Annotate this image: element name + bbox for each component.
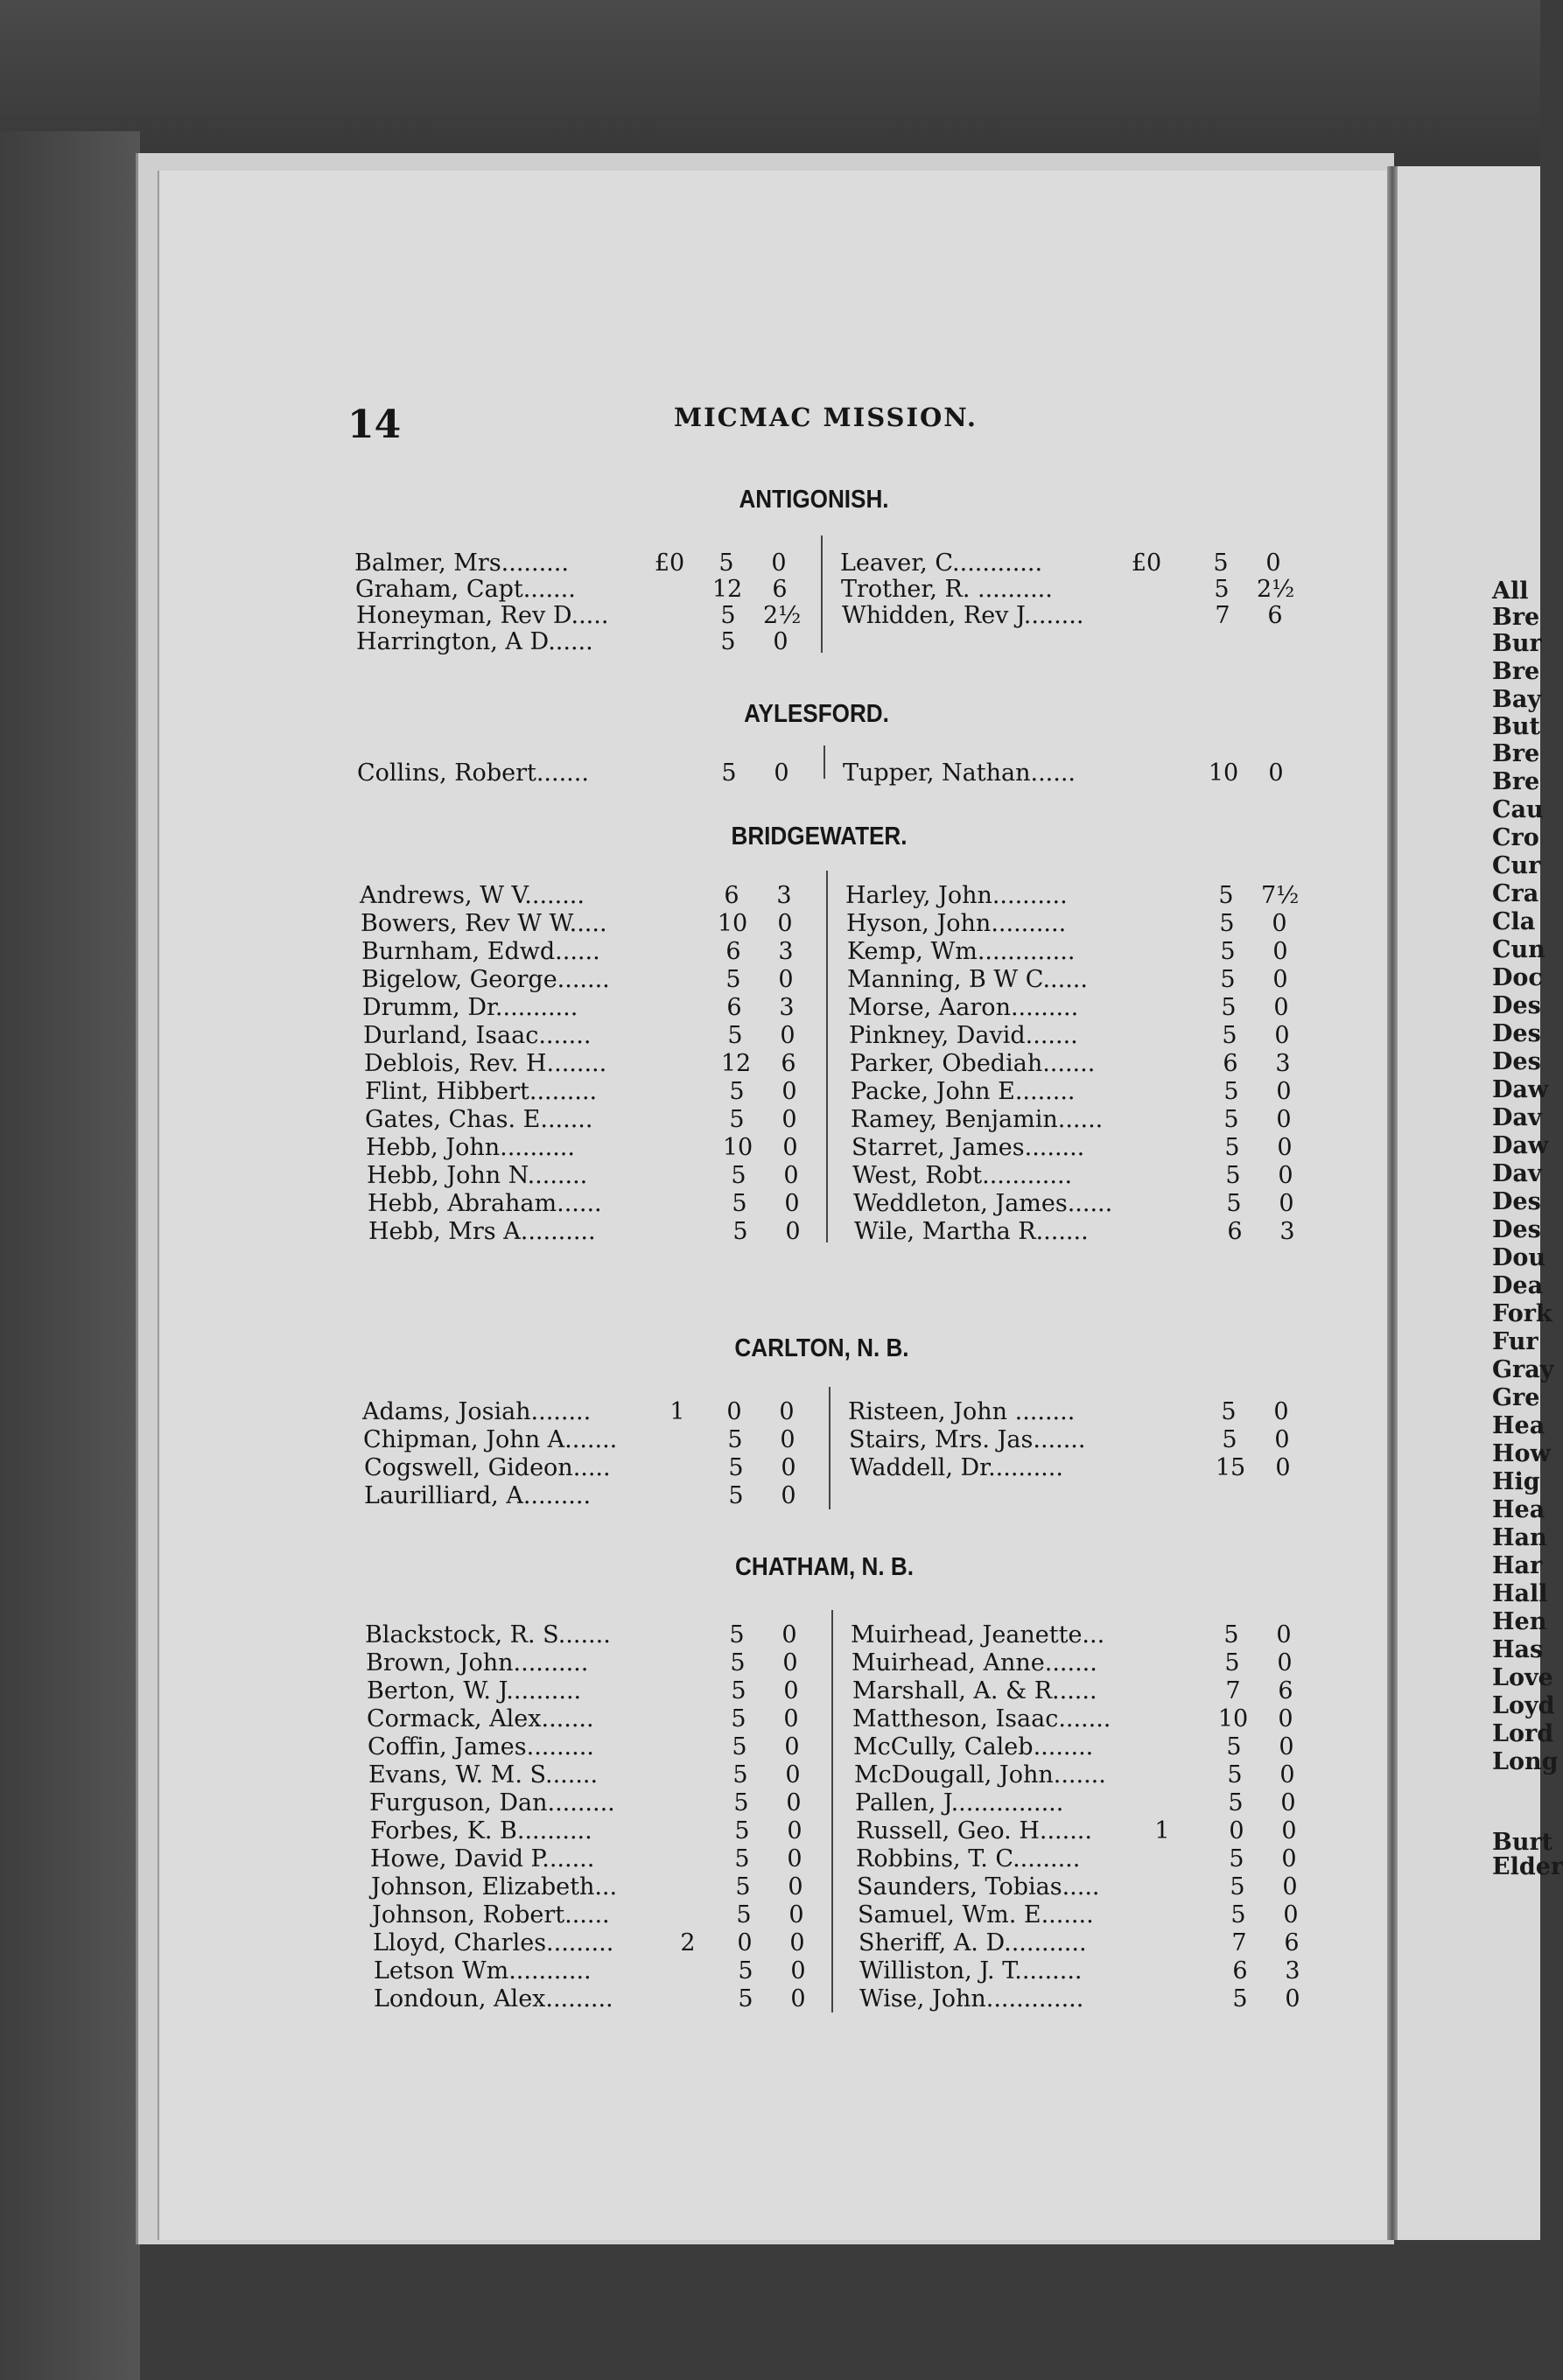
contributor-name: Waddell, Dr..........	[850, 1454, 1063, 1481]
amount-shillings: 10	[717, 910, 748, 937]
contributor-name: Letson Wm...........	[374, 1957, 592, 1984]
amount-pence: 0	[789, 1901, 804, 1928]
facing-page-fragment: Bre	[1492, 658, 1540, 685]
amount-pence: 0	[781, 1482, 796, 1509]
contributor-name: Trother, R. ..........	[841, 576, 1053, 603]
contributor-name: Leaver, C............	[840, 550, 1043, 577]
facing-page-fragment: Har	[1492, 1552, 1543, 1579]
amount-pence: 3	[1285, 1957, 1300, 1984]
amount-pence: 0	[1283, 1901, 1299, 1928]
amount-pence: 0	[782, 1078, 797, 1105]
contributor-name: Ramey, Benjamin......	[851, 1106, 1104, 1133]
amount-pence: 2½	[1257, 576, 1295, 603]
contributor-name: Balmer, Mrs.........	[354, 550, 569, 577]
contributor-name: Johnson, Robert......	[372, 1901, 610, 1928]
facing-page-fragment: Des	[1492, 1188, 1541, 1215]
amount-pence: 0	[1272, 910, 1287, 937]
amount-pence: 6	[772, 576, 788, 603]
contributor-name: Graham, Capt.......	[355, 576, 576, 603]
amount-shillings: 5	[1220, 966, 1236, 993]
amount-pence: 0	[1281, 1845, 1297, 1872]
facing-page-fragment: Des	[1492, 1048, 1541, 1075]
amount-shillings: 12	[711, 576, 743, 603]
facing-page-fragment: Des	[1492, 1216, 1541, 1243]
amount-pence: 6	[1267, 602, 1283, 629]
amount-shillings: 5	[1226, 1733, 1242, 1760]
contributor-name: Saunders, Tobias.....	[857, 1873, 1100, 1900]
contributor-name: Robbins, T. C.........	[856, 1845, 1081, 1872]
amount-shillings: 5	[1223, 1106, 1239, 1133]
facing-page-fragment: Cun	[1492, 936, 1545, 963]
amount-pence: 0	[788, 1873, 803, 1900]
amount-pence: 6	[1284, 1929, 1300, 1956]
amount-pence: 0	[789, 1929, 805, 1956]
amount-shillings: 5	[729, 1106, 745, 1133]
amount-pence: 0	[773, 628, 789, 655]
facing-page-fragment: Des	[1492, 992, 1541, 1019]
facing-page-fragment: Hen	[1492, 1608, 1547, 1635]
amount-shillings: 5	[732, 1733, 747, 1760]
amount-pence: 0	[1274, 1426, 1290, 1453]
amount-shillings: 5	[1229, 1845, 1244, 1872]
amount-shillings: 7	[1225, 1677, 1241, 1704]
amount-shillings: 5	[736, 1901, 752, 1928]
amount-shillings: 5	[738, 1985, 753, 2012]
contributor-name: Durland, Isaac.......	[363, 1022, 592, 1049]
contributor-name: Weddleton, James......	[853, 1190, 1113, 1217]
contributor-name: Stairs, Mrs. Jas.......	[849, 1426, 1086, 1453]
amount-shillings: 5	[1228, 1789, 1244, 1816]
amount-pounds: 2	[680, 1929, 696, 1956]
amount-pence: 0	[783, 1705, 799, 1732]
facing-page-fragment: Bre	[1492, 740, 1540, 767]
amount-shillings: 5	[730, 1649, 746, 1676]
amount-shillings: 5	[1232, 1985, 1248, 2012]
contributor-name: Adams, Josiah........	[362, 1398, 592, 1425]
amount-pence: 0	[777, 910, 793, 937]
amount-shillings: 5	[718, 550, 734, 577]
facing-page-fragment: Dou	[1492, 1244, 1546, 1271]
facing-page-fragment: Bre	[1492, 768, 1540, 795]
facing-page-fragment: Hig	[1492, 1468, 1540, 1495]
amount-shillings: 5	[728, 1482, 744, 1509]
contributor-name: Evans, W. M. S.......	[368, 1761, 599, 1788]
amount-pence: 0	[1278, 1162, 1293, 1189]
amount-shillings: 15	[1215, 1454, 1246, 1481]
amount-shillings: 5	[1227, 1761, 1243, 1788]
contributor-name: Samuel, Wm. E.......	[858, 1901, 1094, 1928]
contributor-name: Furguson, Dan.........	[369, 1789, 615, 1816]
contributor-name: Bowers, Rev W W.....	[361, 910, 607, 937]
amount-pence: 0	[785, 1218, 801, 1245]
amount-pence: 0	[780, 1022, 796, 1049]
contributor-name: Pinkney, David.......	[849, 1022, 1078, 1049]
contributor-name: Muirhead, Anne.......	[852, 1649, 1097, 1676]
amount-shillings: 5	[735, 1873, 751, 1900]
amount-shillings: 6	[724, 882, 739, 909]
facing-page	[1398, 166, 1563, 2240]
amount-shillings: 5	[1214, 576, 1230, 603]
running-title: MICMAC MISSION.	[674, 402, 978, 432]
amount-shillings: 5	[727, 1426, 743, 1453]
book-gutter	[1387, 166, 1398, 2240]
contributor-name: Berton, W. J..........	[367, 1677, 582, 1704]
contributor-name: Mattheson, Isaac.......	[852, 1705, 1111, 1732]
amount-shillings: 5	[721, 760, 737, 787]
facing-page-fragment: Burt	[1492, 1829, 1553, 1856]
contributor-name: Howe, David P.......	[370, 1845, 595, 1872]
amount-shillings: 0	[1229, 1817, 1244, 1844]
amount-shillings: 5	[1220, 938, 1236, 965]
amount-shillings: 5	[1225, 1162, 1241, 1189]
amount-pence: 0	[783, 1677, 799, 1704]
amount-shillings: 5	[1230, 1901, 1246, 1928]
contributor-name: Blackstock, R. S.......	[365, 1621, 611, 1648]
contributor-name: Russell, Geo. H.......	[856, 1817, 1092, 1844]
amount-pence: 0	[784, 1733, 800, 1760]
amount-pence: 0	[1272, 938, 1288, 965]
facing-page-fragment: Lord	[1492, 1720, 1554, 1747]
facing-page-fragment: But	[1492, 713, 1540, 740]
amount-pence: 0	[783, 1162, 799, 1189]
contributor-name: Tupper, Nathan......	[843, 760, 1076, 787]
contributor-name: Londoun, Alex.........	[374, 1985, 613, 2012]
amount-shillings: 5	[1221, 1398, 1237, 1425]
facing-page-fragment: Dea	[1492, 1272, 1544, 1299]
contributor-name: Hebb, Mrs A..........	[368, 1218, 596, 1245]
facing-page-fragment: Han	[1492, 1524, 1547, 1551]
amount-shillings: 5	[731, 1705, 746, 1732]
amount-shillings: 5	[733, 1789, 749, 1816]
amount-shillings: 5	[1224, 1649, 1240, 1676]
amount-pence: 0	[1274, 1022, 1290, 1049]
amount-shillings: 5	[727, 1022, 743, 1049]
amount-pence: 7½	[1261, 882, 1300, 909]
column-divider	[821, 536, 823, 653]
contributor-name: Sheriff, A. D...........	[859, 1929, 1087, 1956]
facing-page-fragment: Cur	[1492, 852, 1541, 879]
amount-pence: 0	[786, 1789, 802, 1816]
amount-shillings: 5	[1224, 1134, 1240, 1161]
amount-pence: 0	[774, 760, 789, 787]
facing-page-fragment: Has	[1492, 1636, 1544, 1663]
contributor-name: Drumm, Dr...........	[362, 994, 578, 1021]
column-divider	[824, 746, 825, 779]
contributor-name: Marshall, A. & R......	[852, 1677, 1097, 1704]
contributor-name: McCully, Caleb........	[853, 1733, 1094, 1760]
facing-page-fragment: Cla	[1492, 908, 1536, 935]
contributor-name: Wise, John.............	[859, 1985, 1084, 2012]
amount-shillings: 5	[731, 1162, 746, 1189]
contributor-name: Collins, Robert.......	[357, 760, 589, 787]
amount-shillings: 5	[1226, 1190, 1242, 1217]
contributor-name: Manning, B W C......	[847, 966, 1088, 993]
section-heading: CHATHAM, N. B.	[735, 1553, 914, 1581]
column-divider	[826, 871, 828, 1242]
facing-page-fragment: Love	[1492, 1664, 1553, 1691]
contributor-name: Flint, Hibbert.........	[365, 1078, 598, 1105]
contributor-name: Harrington, A D......	[356, 628, 593, 655]
column-divider	[831, 1610, 833, 2012]
contributor-name: Kemp, Wm.............	[847, 938, 1076, 965]
contributor-name: Gates, Chas. E.......	[365, 1106, 593, 1133]
amount-shillings: 5	[1222, 1022, 1237, 1049]
facing-page-fragment: Gray	[1492, 1356, 1554, 1383]
amount-pence: 0	[780, 1426, 796, 1453]
amount-shillings: 6	[1223, 1050, 1238, 1077]
amount-pence: 0	[1275, 1454, 1291, 1481]
facing-page-fragment: Cra	[1492, 880, 1539, 907]
amount-shillings: 5	[720, 602, 736, 629]
amount-pence: 0	[782, 1621, 797, 1648]
facing-page-fragment: Bur	[1492, 630, 1542, 657]
amount-shillings: 5	[732, 1761, 748, 1788]
amount-pence: 0	[1280, 1789, 1296, 1816]
amount-pounds: 1	[669, 1398, 685, 1425]
amount-shillings: 5	[1218, 882, 1234, 909]
amount-pence: 0	[1276, 1621, 1292, 1648]
facing-page-fragment: Cau	[1492, 796, 1544, 823]
amount-shillings: 12	[720, 1050, 752, 1077]
facing-page-fragment: Gre	[1492, 1384, 1540, 1411]
contributor-name: Muirhead, Jeanette...	[851, 1621, 1105, 1648]
amount-pence: 3	[1279, 1218, 1295, 1245]
contributor-name: Lloyd, Charles.........	[373, 1929, 614, 1956]
amount-pence: 3	[779, 994, 795, 1021]
contributor-name: Chipman, John A.......	[363, 1426, 618, 1453]
facing-page-fragment: Daw	[1492, 1076, 1549, 1103]
background-left	[0, 131, 140, 2380]
amount-pence: 0	[1281, 1817, 1297, 1844]
amount-shillings: 5	[734, 1817, 750, 1844]
amount-pounds: £0	[654, 550, 685, 577]
contributor-name: Deblois, Rev. H........	[364, 1050, 607, 1077]
facing-page-fragment: Hea	[1492, 1496, 1545, 1523]
amount-shillings: 5	[729, 1621, 745, 1648]
column-divider	[829, 1387, 831, 1509]
contributor-name: Starret, James........	[852, 1134, 1085, 1161]
amount-pence: 0	[1277, 1649, 1293, 1676]
amount-pence: 0	[782, 1649, 798, 1676]
amount-pence: 0	[778, 966, 794, 993]
contributor-name: Forbes, K. B..........	[370, 1817, 592, 1844]
amount-shillings: 5	[1219, 910, 1235, 937]
section-heading: CARLTON, N. B.	[734, 1334, 909, 1362]
facing-page-fragment: Loyd	[1492, 1692, 1555, 1719]
facing-page-fragment: Daw	[1492, 1132, 1549, 1159]
amount-pence: 0	[1265, 550, 1281, 577]
amount-shillings: 0	[726, 1398, 742, 1425]
contributor-name: Andrews, W V........	[360, 882, 585, 909]
amount-shillings: 6	[725, 938, 741, 965]
amount-shillings: 5	[732, 1218, 748, 1245]
amount-pence: 0	[782, 1106, 797, 1133]
amount-pence: 6	[1278, 1677, 1293, 1704]
contributor-name: West, Robt............	[852, 1162, 1073, 1189]
amount-shillings: 10	[1208, 760, 1239, 787]
amount-shillings: 7	[1215, 602, 1230, 629]
facing-page-fragment: Dav	[1492, 1160, 1542, 1187]
facing-page-fragment: All	[1492, 578, 1529, 605]
facing-page-fragment: Bre	[1492, 604, 1540, 631]
amount-pence: 0	[790, 1957, 806, 1984]
amount-pounds: £0	[1131, 550, 1162, 577]
contributor-name: Hebb, John N........	[367, 1162, 588, 1189]
amount-shillings: 5	[729, 1078, 745, 1105]
page-number: 14	[347, 402, 402, 447]
amount-pence: 0	[1278, 1705, 1293, 1732]
contributor-name: Morse, Aaron.........	[848, 994, 1079, 1021]
amount-pence: 0	[1279, 1190, 1294, 1217]
amount-shillings: 6	[1232, 1957, 1248, 1984]
amount-shillings: 0	[737, 1929, 753, 1956]
facing-page-fragment: Doc	[1492, 964, 1543, 991]
amount-shillings: 5	[734, 1845, 750, 1872]
amount-pence: 0	[787, 1817, 803, 1844]
contributor-name: Coffin, James.........	[368, 1733, 594, 1760]
amount-pence: 6	[781, 1050, 796, 1077]
amount-pence: 0	[1268, 760, 1284, 787]
amount-pence: 0	[785, 1761, 801, 1788]
amount-shillings: 5	[731, 1677, 746, 1704]
amount-shillings: 5	[725, 966, 741, 993]
amount-shillings: 5	[728, 1454, 744, 1481]
contributor-name: Harley, John..........	[845, 882, 1068, 909]
section-heading: AYLESFORD.	[744, 700, 889, 728]
contributor-name: Burnham, Edwd......	[361, 938, 600, 965]
amount-shillings: 5	[720, 628, 736, 655]
contributor-name: Hebb, Abraham......	[368, 1190, 602, 1217]
facing-page-fragment: Fur	[1492, 1328, 1538, 1355]
amount-shillings: 5	[738, 1957, 753, 1984]
contributor-name: Hebb, John..........	[366, 1134, 575, 1161]
amount-pence: 0	[787, 1845, 803, 1872]
amount-shillings: 5	[1230, 1873, 1245, 1900]
contributor-name: Packe, John E........	[851, 1078, 1076, 1105]
contributor-name: Hyson, John..........	[846, 910, 1067, 937]
amount-pence: 3	[1275, 1050, 1291, 1077]
section-heading: ANTIGONISH.	[739, 486, 889, 514]
facing-page-fragment: Fork	[1492, 1300, 1552, 1327]
amount-pence: 3	[776, 882, 792, 909]
amount-pence: 0	[1276, 1106, 1292, 1133]
amount-shillings: 10	[722, 1134, 753, 1161]
amount-pence: 2½	[763, 602, 802, 629]
amount-pence: 0	[1282, 1873, 1298, 1900]
facing-page-fragment: Hall	[1492, 1580, 1548, 1607]
amount-shillings: 10	[1217, 1705, 1249, 1732]
amount-pence: 0	[782, 1134, 798, 1161]
contributor-name: Honeyman, Rev D.....	[356, 602, 609, 629]
amount-pence: 0	[790, 1985, 806, 2012]
amount-pence: 0	[1279, 1733, 1294, 1760]
contributor-name: Pallen, J...............	[855, 1789, 1064, 1816]
contributor-name: Risteen, John ........	[848, 1398, 1076, 1425]
amount-pence: 0	[784, 1190, 800, 1217]
amount-pounds: 1	[1154, 1817, 1170, 1844]
amount-shillings: 5	[1223, 1078, 1239, 1105]
amount-pence: 0	[1276, 1078, 1292, 1105]
contributor-name: Johnson, Elizabeth...	[371, 1873, 618, 1900]
contributor-name: Whidden, Rev J........	[842, 602, 1084, 629]
amount-pence: 0	[1277, 1134, 1293, 1161]
amount-shillings: 5	[1222, 1426, 1237, 1453]
amount-shillings: 6	[726, 994, 742, 1021]
facing-page-fragment: Long	[1492, 1748, 1559, 1775]
facing-page-fragment: Des	[1492, 1020, 1541, 1047]
amount-pence: 0	[779, 1398, 795, 1425]
facing-page-fragment: How	[1492, 1440, 1551, 1467]
facing-page-fragment: Hea	[1492, 1412, 1545, 1439]
amount-pence: 0	[781, 1454, 796, 1481]
amount-shillings: 7	[1231, 1929, 1247, 1956]
contributor-name: Williston, J. T.........	[859, 1957, 1083, 1984]
amount-pence: 0	[1285, 1985, 1300, 2012]
contributor-name: Cormack, Alex.......	[367, 1705, 594, 1732]
amount-pence: 0	[1273, 1398, 1289, 1425]
facing-page-fragment: Dav	[1492, 1104, 1542, 1131]
contributor-name: Cogswell, Gideon.....	[364, 1454, 611, 1481]
facing-page-fragment: Bay	[1492, 686, 1542, 713]
amount-pence: 0	[1272, 966, 1288, 993]
amount-shillings: 5	[1223, 1621, 1239, 1648]
amount-pence: 0	[771, 550, 787, 577]
amount-shillings: 5	[732, 1190, 747, 1217]
amount-pence: 0	[1273, 994, 1289, 1021]
contributor-name: McDougall, John.......	[854, 1761, 1106, 1788]
facing-page-fragment: Elder	[1492, 1853, 1563, 1880]
contributor-name: Wile, Martha R.......	[854, 1218, 1089, 1245]
facing-page-fragment: Cro	[1492, 824, 1539, 851]
amount-pence: 0	[1279, 1761, 1295, 1788]
amount-shillings: 5	[1221, 994, 1237, 1021]
contributor-name: Parker, Obediah.......	[850, 1050, 1096, 1077]
contributor-name: Bigelow, George.......	[361, 966, 610, 993]
amount-shillings: 5	[1213, 550, 1229, 577]
contributor-name: Laurilliard, A.........	[364, 1482, 592, 1509]
contributor-name: Brown, John..........	[366, 1649, 589, 1676]
amount-pence: 3	[778, 938, 794, 965]
section-heading: BRIDGEWATER.	[731, 822, 908, 850]
amount-shillings: 6	[1227, 1218, 1243, 1245]
